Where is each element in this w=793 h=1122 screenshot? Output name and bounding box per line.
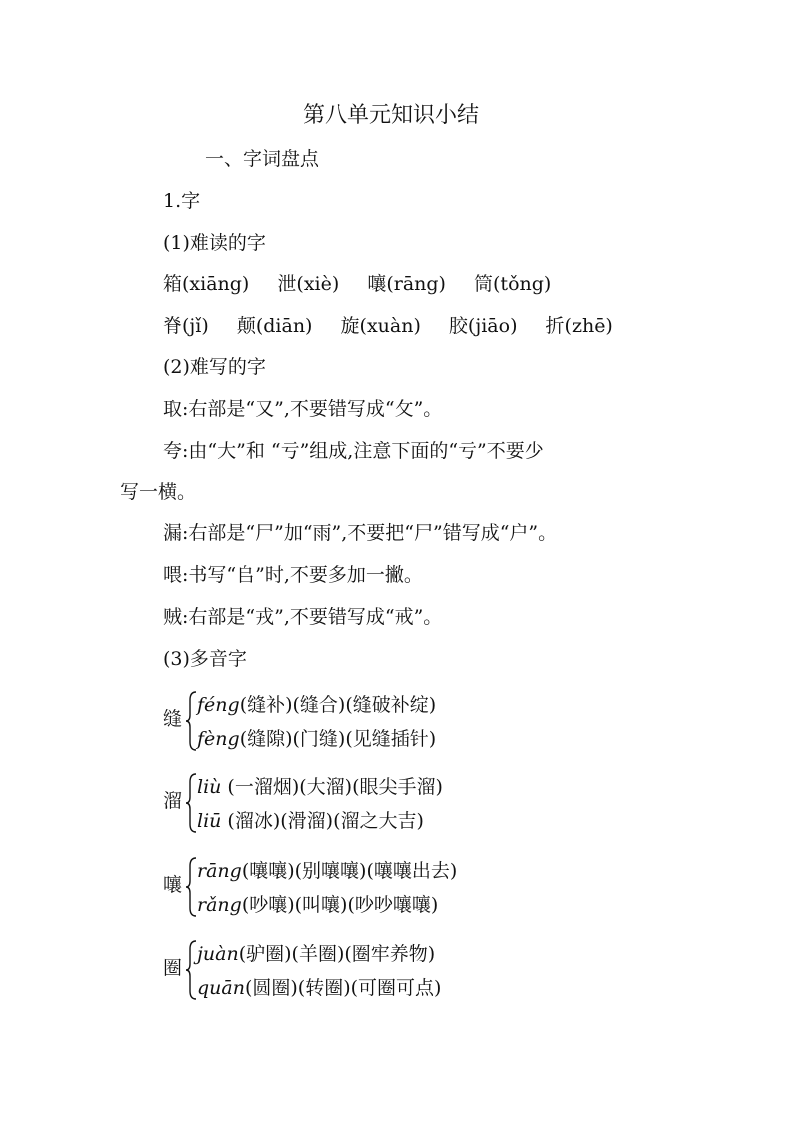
part-heading: (2)难写的字	[163, 356, 266, 378]
left-brace-icon	[184, 939, 198, 1001]
example-words: (圆圈)(转圈)(可圈可点)	[244, 977, 442, 999]
reading-row	[197, 858, 457, 884]
left-brace-icon	[184, 856, 198, 918]
pinyin: liū	[197, 810, 222, 832]
left-brace-icon	[184, 772, 198, 834]
example-words: (缝隙)(门缝)(见缝插针)	[239, 728, 437, 750]
hard-write-item: 取:右部是“又”,不要错写成“攵”。	[163, 398, 443, 420]
pinyin: liù	[197, 776, 222, 798]
pinyin: fèng	[197, 728, 240, 750]
hard-read-row-2	[163, 313, 613, 339]
section-heading: 一、字词盘点	[205, 148, 320, 170]
subsection-heading: 1.字	[163, 190, 201, 212]
hard-read-item: 嚷(rāng)	[367, 273, 446, 295]
reading-row	[197, 975, 441, 1001]
reading-row	[197, 892, 438, 918]
page-title: 第八单元知识小结	[303, 103, 480, 128]
reading-row	[197, 692, 436, 718]
pinyin: féng	[197, 694, 240, 716]
hard-read-item: 箱(xiāng)	[163, 273, 250, 295]
hard-read-item: 脊(jǐ)	[163, 315, 209, 337]
polyphone-char: 嚷	[163, 874, 183, 896]
pinyin: rǎng	[197, 894, 242, 916]
hard-write-item: 夸:由“大”和 “亏”组成,注意下面的“亏”不要少	[163, 440, 544, 462]
example-words: (缝补)(缝合)(缝破补绽)	[239, 694, 437, 716]
hard-write-item: 贼:右部是“戎”,不要错写成“戒”。	[163, 606, 443, 628]
pinyin: rāng	[197, 860, 242, 882]
hard-read-row-1	[163, 271, 551, 297]
polyphone-char: 圈	[163, 957, 183, 979]
hard-read-item: 旋(xuàn)	[340, 315, 421, 337]
hard-write-item: 漏:右部是“尸”加“雨”,不要把“尸”错写成“户”。	[163, 522, 558, 544]
hard-read-item: 颠(diān)	[236, 315, 313, 337]
hard-read-item: 胶(jiāo)	[448, 315, 518, 337]
hard-read-item: 折(zhē)	[545, 315, 613, 337]
pinyin: quān	[197, 977, 245, 999]
hard-write-item-continuation: 写一横。	[120, 481, 197, 503]
polyphone-char: 缝	[163, 708, 183, 730]
example-words: (吵嚷)(叫嚷)(吵吵嚷嚷)	[241, 894, 439, 916]
example-words: (溜冰)(滑溜)(溜之大吉)	[221, 810, 424, 832]
reading-row	[197, 774, 443, 800]
part-heading: (3)多音字	[163, 648, 247, 670]
part-heading: (1)难读的字	[163, 232, 266, 254]
polyphone-char: 溜	[163, 790, 183, 812]
reading-row	[197, 808, 424, 834]
example-words: (嚷嚷)(别嚷嚷)(嚷嚷出去)	[241, 860, 458, 882]
pinyin: juàn	[197, 943, 239, 965]
hard-write-item: 喂:书写“𠂤”时,不要多加一撇。	[163, 564, 423, 586]
example-words: (驴圈)(羊圈)(圈牢养物)	[238, 943, 436, 965]
hard-read-item: 筒(tǒng)	[474, 273, 552, 295]
reading-row	[197, 726, 436, 752]
left-brace-icon	[184, 690, 198, 752]
reading-row	[197, 941, 435, 967]
example-words: (一溜烟)(大溜)(眼尖手溜)	[221, 776, 443, 798]
hard-read-item: 泄(xiè)	[277, 273, 340, 295]
